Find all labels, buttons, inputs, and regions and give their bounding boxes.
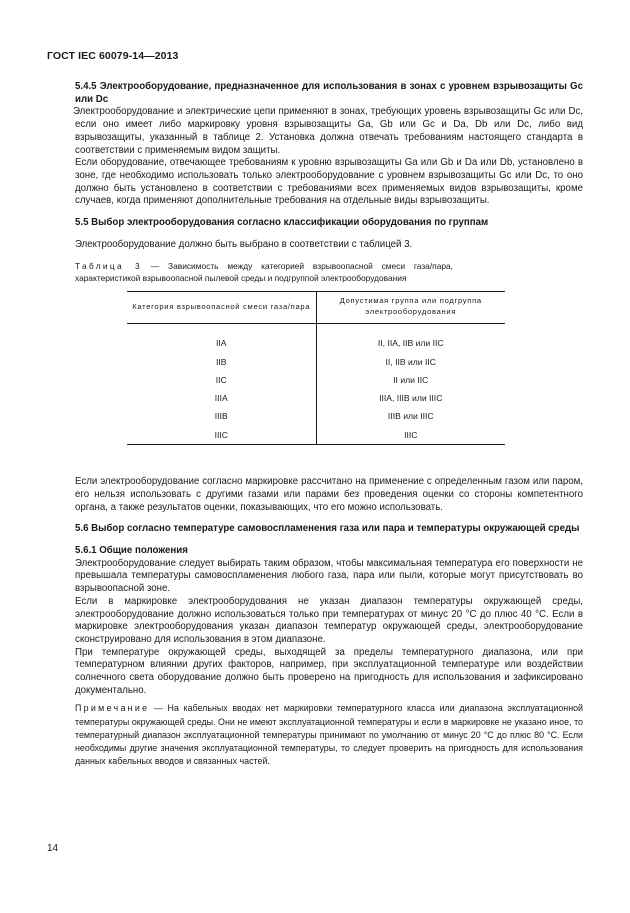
table-row (127, 389, 505, 407)
section-561-para-3: При температуре окружающей среды, выходящей за пределы температурного диапазона, или при температурном влиянии других факторов, например, при эксплуатационной температуре или воздействии солнечного света оборудование должно быть проверено на пригодность для использования и зафиксировано документально. (75, 646, 583, 696)
section-561-title: 5.6.1 Общие положения (75, 545, 188, 557)
section-545-para-2: Если оборудование, отвечающее требованиям к уровню взрывозащиты Ga или Gb и Da или Db, установлено в зоне, где необходимо использовать только электрооборудование с уровнем взрывозащиты Gc или Dc, то оно должно быть установлено в соответствии с требованиями всех применяемых видов взрывозащиты, кроме случаев, когда применяют дополнительные требования на отдельные виды взрывозащиты. (75, 157, 583, 207)
table-cell-group: IIIB или IIIC (316, 408, 505, 426)
table-3-caption-label: Таблица 3 (75, 261, 143, 272)
table-cell-group: II, IIA, IIB или IIC (316, 324, 505, 353)
table-3-caption (75, 260, 453, 284)
table-3 (127, 291, 505, 445)
table-row (127, 408, 505, 426)
table-cell-group: II, IIB или IIC (316, 353, 505, 371)
table-3-caption-text: — Зависимость между категорией взрывоопасной смеси газа/пара, характеристикой взрывоопасной пылевой среды и подгруппой электрооборудования (75, 261, 453, 284)
section-55-title: 5.5 Выбор электрооборудования согласно классификации оборудования по группам (75, 217, 489, 229)
note-text: — На кабельных вводах нет маркировки температурного класса или диапазона эксплуатационной температуры окружающей среды. Они не имеют эксплуатационной температуры и если в маркировке не указано иное, то температурный диапазон эксплуатационной температуры принимают по умолчанию от минус 20 °С до плюс 80 °С. Если необходимы другие значения эксплуатационной температуры, то следует проверить на пригодность для использования данных кабельных вводов и связанных частей. (75, 703, 583, 767)
after-table-para: Если электрооборудование согласно маркировке рассчитано на применение с определенным газом или паром, его нельзя использовать с другими газами или парами без проведения оценки со стороны компетентного органа, а также результатов оценки, показывающих, что его можно использовать. (75, 476, 583, 513)
section-561-para-1: Электрооборудование следует выбирать таким образом, чтобы максимальная температура его поверхности не превышала температуры самовоспламенения любого газа, пара или пыли, которые могут присутствовать во взрывоопасной зоне. (75, 557, 583, 595)
section-56-title: 5.6 Выбор согласно температуре самовоспламенения газа или пара и температуры окружающей среды (75, 523, 580, 535)
table-row (127, 371, 505, 389)
section-561-para-2: Если в маркировке электрооборудования не указан диапазон температуры окружающей среды, электрооборудование должно использоваться только при температурах от минус 20 °С до плюс 40 °С. Если в маркировке электрооборудования указан диапазон температур окружающей среды, электрооборудование сконструировано для использования в этом диапазоне. (75, 595, 583, 645)
table-cell-category: IIB (215, 356, 227, 367)
table-3-col-header-group: Допустимая группа или подгруппа электрооборудования (316, 292, 505, 324)
page-content (75, 81, 583, 768)
table-cell-group: IIIC (316, 426, 505, 445)
note-label: Примечание (75, 703, 150, 714)
table-cell-category: IIC (215, 374, 227, 385)
table-row (127, 353, 505, 371)
note (75, 702, 583, 768)
section-545-title: 5.4.5 Электрооборудование, предназначенное для использования в зонах с уровнем взрывозащиты Gc или Dc (75, 81, 583, 105)
table-cell-group: IIIA, IIIB или IIIC (316, 389, 505, 407)
section-55-para-1: Электрооборудование должно быть выбрано в соответствии с таблицей 3. (75, 238, 413, 250)
table-cell-category: IIIA (214, 393, 228, 404)
page-number: 14 (47, 843, 59, 854)
table-row (127, 324, 505, 353)
table-cell-group: II или IIC (316, 371, 505, 389)
document-header: ГОСТ IEC 60079-14—2013 (47, 50, 179, 62)
table-row (127, 426, 505, 445)
section-545-para-1: Электрооборудование и электрические цепи применяют в зонах, требующих уровень взрывозащиты Gc или Dc, если оно имеет либо маркировку уровня взрывозащиты Ga, Gb или Gc и Da, Db или Dc, либо вид взрывозащиты, указанный в таблице 2. Установка должна отвечать требованиям настоящего стандарта в соответствии с применяемым видом защиты. (73, 106, 583, 156)
table-3-col-header-category: Категория взрывоопасной смеси газа/пара (127, 292, 316, 324)
table-cell-category: IIIB (214, 411, 228, 422)
table-cell-category: IIA (215, 338, 227, 349)
table-cell-category: IIIC (127, 426, 316, 445)
